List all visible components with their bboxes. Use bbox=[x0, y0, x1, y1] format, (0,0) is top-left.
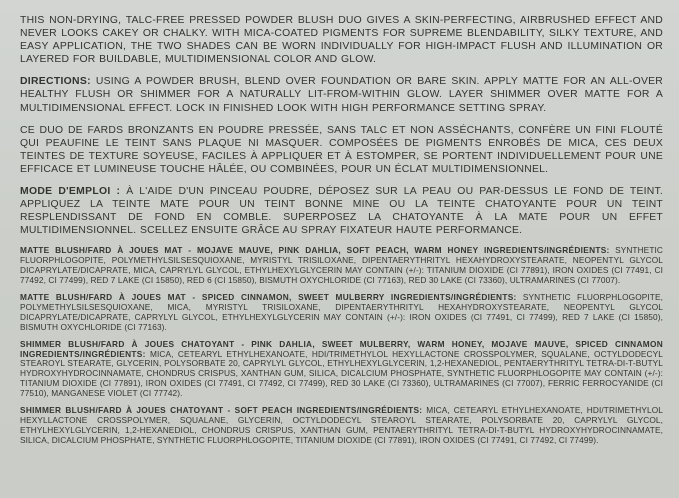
mode-emploi-text: À L'AIDE D'UN PINCEAU POUDRE, DÉPOSEZ SUR LA PEAU OU PAR-DESSUS LE FOND DE TEINT. APPLIQUEZ LA TEINTE MATE POUR UN TEINT BONNE MINE OU LA TEINTE CHATOYANTE POUR UN TEINT RESPLENDISSANT DE FOND EN COMBLE. SUPERPOSEZ LA CHATOYANTE À LA MATE POUR UN EFFET MULTIDIMENSIONNEL. SCELLEZ ENSUITE GRÂCE AU SPRAY FIXATEUR HAUTE PERFORMANCE. bbox=[20, 186, 663, 237]
ingredient-body: MICA, CETEARYL ETHYLHEXANOATE, HDI/TRIMETHYLOL HEXYLLACTONE CROSSPOLYMER, SQUALANE, GLYCERIN, OCTYLDODECYL STEAROYL STEARATE, POLYSORBATE 20, CAPRYLYL GLYCOL, ETHYLHEXYLGLYCERIN, 1,2-HEXANEDIOL, CHONDRUS CRISPUS, XANTHAN GUM, PENTAERYTHRITYL TETRA-DI-T-BUTYL HYDROXYHYDROCINNAMATE, SILICA, DICALCIUM PHOSPHATE, SYNTHETIC FLUORPHLOGOPITE, TITANIUM DIOXIDE (CI 77891), IRON OXIDES (CI 77491, CI 77492, CI 77499). bbox=[20, 405, 663, 445]
directions-block bbox=[20, 75, 663, 114]
directions-paragraph bbox=[20, 75, 663, 114]
directions-text: USING A POWDER BRUSH, BLEND OVER FOUNDATION OR BARE SKIN. APPLY MATTE FOR AN ALL-OVER HEALTHY FLUSH OR SHIMMER FOR A NATURALLY LIT-FROM-WITHIN GLOW. LAYER SHIMMER OVER MATTE FOR A MULTIDIMENSIONAL EFFECT. LOCK IN FINISHED LOOK WITH HIGH PERFORMANCE SETTING SPRAY. bbox=[20, 76, 663, 114]
ingredients-section bbox=[20, 246, 663, 445]
ingredient-heading: MATTE BLUSH/FARD À JOUES MAT - MOJAVE MAUVE, PINK DAHLIA, SOFT PEACH, WARM HONEY INGREDIENTS/INGRÉDIENTS: bbox=[20, 245, 610, 256]
mode-emploi-heading: MODE D'EMPLOI : bbox=[20, 186, 121, 198]
ingredient-entry bbox=[20, 293, 663, 333]
french-description: CE DUO DE FARDS BRONZANTS EN POUDRE PRESSÉE, SANS TALC ET NON ASSÉCHANTS, CONFÈRE UN FINI FLOUTÉ QUI PEAUFINE LE TEINT SANS PLAQUE NI MASQUER. COMPOSÉES DE PIGMENTS ENROBÉS DE MICA, CES DEUX TEINTES DE TEXTURE SOYEUSE, FACILES À APPLIQUER ET À ESTOMPER, SE PORTENT INDIVIDUELLEMENT POUR UNE EFFICACE ET LUMINEUSE TOUCHE HÂLÉE, OU COMBINÉES, POUR UN ÉCLAT MULTIDIMENSIONNEL. bbox=[20, 124, 663, 175]
ingredient-entry bbox=[20, 340, 663, 399]
mode-emploi-paragraph bbox=[20, 185, 663, 237]
ingredient-entry bbox=[20, 406, 663, 446]
ingredient-paragraph bbox=[20, 406, 663, 446]
ingredient-heading: SHIMMER BLUSH/FARD À JOUES CHATOYANT - PINK DAHLIA, SWEET MULBERRY, WARM HONEY, MOJAVE MAUVE, SPICED CINNAMON INGREDIENTS/INGRÉDIENTS: bbox=[20, 338, 663, 359]
english-description-block bbox=[20, 14, 663, 66]
ingredient-body: SYNTHETIC FLUORPHLOGOPITE, POLYMETHYLSILSESQUIOXANE, MICA, MYRISTYL TRISILOXANE, DIPENTAERYTHRITYL HEXAHYDROXYSTEARATE, NEOPENTYL GLYCOL DICAPRYLATE/DICAPRATE, CAPRYLYL GLYCOL, ETHYLHEXYLGLYCERIN MAY CONTAIN (+/-): IRON OXIDES (CI 77491, CI 77499), RED 7 LAKE (CI 15850), BISMUTH OXYCHLORIDE (CI 77163). bbox=[20, 292, 663, 332]
ingredient-entry bbox=[20, 246, 663, 286]
mode-emploi-block bbox=[20, 185, 663, 237]
directions-heading: DIRECTIONS: bbox=[20, 76, 91, 88]
english-description: THIS NON-DRYING, TALC-FREE PRESSED POWDER BLUSH DUO GIVES A SKIN-PERFECTING, AIRBRUSHED EFFECT AND NEVER LOOKS CAKEY OR CHALKY. WITH MICA-COATED PIGMENTS FOR SUPREME BLENDABILITY, SILKY TEXTURE, AND EASY APPLICATION, THE TWO SHADES CAN BE WORN INDIVIDUALLY FOR HIGH-IMPACT FLUSH AND ILLUMINATION OR LAYERED FOR BUILDABLE, MULTIDIMENSIONAL COLOR AND GLOW. bbox=[20, 15, 663, 66]
ingredient-body: MICA, CETEARYL ETHYLHEXANOATE, HDI/TRIMETHYLOL HEXYLLACTONE CROSSPOLYMER, SQUALANE, OCTYLDODECYL STEAROYL STEARATE, GLYCERIN, POLYSORBATE 20, CAPRYLYL GLYCOL, ETHYLHEXYLGLYCERIN, 1,2-HEXANEDIOL, PENTAERYTHRITYL TETRA-DI-T-BUTYL HYDROXYHYDROCINNAMATE, CHONDRUS CRISPUS, XANTHAN GUM, SILICA, DICALCIUM PHOSPHATE, SYNTHETIC FLUORPHLOGOPITE MAY CONTAIN (+/-): TITANIUM DIOXIDE (CI 77891), IRON OXIDES (CI 77491, CI 77492, CI 77499), RED 30 LAKE (CI 73360), ULTRAMARINES (CI 77007), FERRIC FERROCYANIDE (CI 77510), MANGANESE VIOLET (CI 77742). bbox=[20, 348, 663, 399]
ingredient-paragraph bbox=[20, 340, 663, 399]
ingredient-heading: SHIMMER BLUSH/FARD À JOUES CHATOYANT - SOFT PEACH INGREDIENTS/INGRÉDIENTS: bbox=[20, 405, 423, 416]
french-description-block bbox=[20, 124, 663, 176]
ingredient-body: SYNTHETIC FLUORPHLOGOPITE, POLYMETHYLSILSESQUIOXANE, MYRISTYL TRISILOXANE, DIPENTAERYTHRITYL HEXAHYDROXYSTEARATE, NEOPENTYL GLYCOL DICAPRYLATE/DICAPRATE, MICA, CAPRYLYL GLYCOL, ETHYLHEXYLGLYCERIN MAY CONTAIN (+/-): TITANIUM DIOXIDE (CI 77891), IRON OXIDES (CI 77491, CI 77492, CI 77499), RED 7 LAKE (CI 15850), RED 6 (CI 15850), BISMUTH OXYCHLORIDE (CI 77163), RED 30 LAKE (CI 73360), ULTRAMARINES (CI 77007). bbox=[20, 245, 663, 286]
ingredient-heading: MATTE BLUSH/FARD À JOUES MAT - SPICED CINNAMON, SWEET MULBERRY INGREDIENTS/INGRÉDIENTS: bbox=[20, 292, 517, 303]
ingredient-paragraph bbox=[20, 246, 663, 286]
ingredient-paragraph bbox=[20, 293, 663, 333]
